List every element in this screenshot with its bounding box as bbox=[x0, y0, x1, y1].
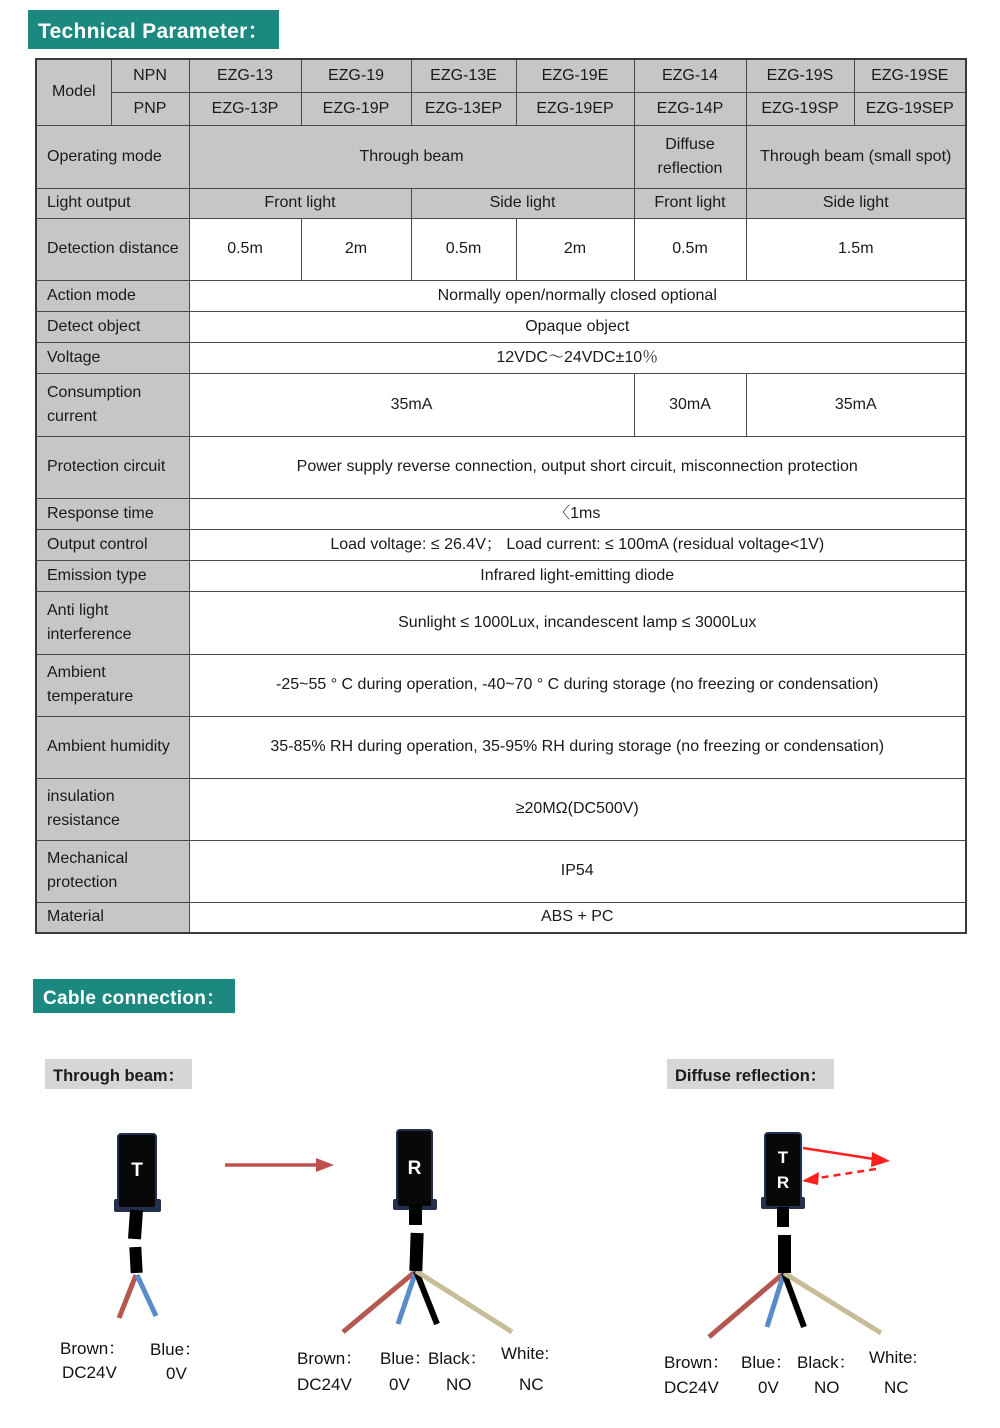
spec-value-cell: 〈1ms bbox=[189, 498, 966, 529]
model-cell: EZG-13E bbox=[411, 59, 516, 92]
model-cell: EZG-14 bbox=[634, 59, 746, 92]
spec-row-action-mode bbox=[36, 280, 966, 311]
spec-value-cell: IP54 bbox=[189, 840, 966, 902]
spec-row-ambient-temperature bbox=[36, 654, 966, 716]
cable-stub bbox=[778, 1235, 791, 1273]
spec-value-cell: ABS + PC bbox=[189, 902, 966, 933]
wire-value-brown: DC24V bbox=[297, 1375, 352, 1394]
row-label: Light output bbox=[36, 188, 189, 218]
cable-stub bbox=[409, 1204, 422, 1225]
spec-value-cell: Normally open/normally closed optional bbox=[189, 280, 966, 311]
wire-value-brown: DC24V bbox=[62, 1363, 117, 1382]
transmitter-letter: T bbox=[131, 1160, 143, 1181]
wire-value-white: NC bbox=[884, 1378, 909, 1397]
row-label: Voltage bbox=[36, 342, 189, 373]
spec-row-light-output bbox=[36, 188, 966, 218]
spec-value-cell: Diffuse reflection bbox=[634, 125, 746, 188]
spec-value-cell: Through beam (small spot) bbox=[746, 125, 966, 188]
model-cell: EZG-19 bbox=[301, 59, 411, 92]
cable-stub bbox=[129, 1247, 142, 1274]
spec-value-cell: ≥20MΩ(DC500V) bbox=[189, 778, 966, 840]
spec-value-cell: Through beam bbox=[189, 125, 634, 188]
model-cell: EZG-19SP bbox=[746, 92, 854, 125]
row-label: Detect object bbox=[36, 311, 189, 342]
model-cell: EZG-19P bbox=[301, 92, 411, 125]
spec-value-cell: 2m bbox=[301, 218, 411, 280]
model-cell: EZG-13P bbox=[189, 92, 301, 125]
npn-type-cell: NPN bbox=[111, 59, 189, 92]
spec-row-protection-circuit bbox=[36, 436, 966, 498]
row-label: Action mode bbox=[36, 280, 189, 311]
spec-value-cell: Sunlight ≤ 1000Lux, incandescent lamp ≤ 3000Lux bbox=[189, 591, 966, 654]
row-label: Operating mode bbox=[36, 125, 189, 188]
model-cell: EZG-14P bbox=[634, 92, 746, 125]
through-beam-label: Through beam： bbox=[45, 1059, 192, 1089]
wire-label-black: Black： bbox=[428, 1349, 487, 1368]
wire-value-white: NC bbox=[519, 1375, 544, 1394]
spec-value-cell: Load voltage: ≤ 26.4V； Load current: ≤ 100mA (residual voltage<1V) bbox=[189, 529, 966, 560]
model-cell: EZG-19SE bbox=[854, 59, 966, 92]
spec-row-detection-distance bbox=[36, 218, 966, 280]
wire-white bbox=[784, 1273, 881, 1333]
diffuse-sensor-letter-t: T bbox=[777, 1148, 789, 1167]
emitted-beam-arrow-head-icon bbox=[871, 1152, 890, 1167]
wire-value-blue: 0V bbox=[166, 1364, 187, 1383]
row-label: Protection circuit bbox=[36, 436, 189, 498]
row-label: Anti light interference bbox=[36, 591, 189, 654]
row-label: Ambient temperature bbox=[36, 654, 189, 716]
spec-row-anti-light bbox=[36, 591, 966, 654]
model-label-cell: Model bbox=[36, 59, 111, 125]
model-cell: EZG-13EP bbox=[411, 92, 516, 125]
model-cell: EZG-19EP bbox=[516, 92, 634, 125]
wire-value-black: NO bbox=[814, 1378, 840, 1397]
wire-label-brown: Brown： bbox=[297, 1349, 363, 1368]
pnp-type-cell: PNP bbox=[111, 92, 189, 125]
row-label: insulation resistance bbox=[36, 778, 189, 840]
wire-label-brown: Brown： bbox=[664, 1353, 730, 1372]
model-row-pnp bbox=[36, 92, 966, 125]
model-row-npn bbox=[36, 59, 966, 92]
beam-arrow-head-icon bbox=[316, 1158, 334, 1172]
spec-value-cell: 12VDC～24VDC±10％ bbox=[189, 342, 966, 373]
spec-value-cell: 35mA bbox=[746, 373, 966, 436]
spec-row-output-control bbox=[36, 529, 966, 560]
wire-label-blue: Blue： bbox=[150, 1340, 202, 1359]
cable-stub bbox=[409, 1233, 423, 1271]
row-label: Emission type bbox=[36, 560, 189, 591]
spec-value-cell: Side light bbox=[746, 188, 966, 218]
cable-stub bbox=[128, 1210, 143, 1240]
spec-value-cell: 1.5m bbox=[746, 218, 966, 280]
wire-label-blue: Blue： bbox=[380, 1349, 432, 1368]
cable-connection-diagrams bbox=[0, 1013, 1000, 1428]
row-label: Output control bbox=[36, 529, 189, 560]
spec-value-cell: -25~55 ° C during operation, -40~70 ° C during storage (no freezing or condensation) bbox=[189, 654, 966, 716]
wire-label-white: White: bbox=[501, 1344, 550, 1363]
model-cell: EZG-19E bbox=[516, 59, 634, 92]
diffuse-sensor bbox=[764, 1132, 802, 1208]
spec-value-cell: 30mA bbox=[634, 373, 746, 436]
receiver-letter: R bbox=[407, 1157, 422, 1179]
wire-value-brown: DC24V bbox=[664, 1378, 719, 1397]
receiver-sensor bbox=[396, 1129, 433, 1208]
technical-parameter-title: Technical Parameter： bbox=[28, 10, 279, 49]
row-label: Response time bbox=[36, 498, 189, 529]
transmitter-sensor bbox=[117, 1133, 157, 1209]
technical-parameter-table bbox=[35, 58, 967, 934]
model-cell: EZG-13 bbox=[189, 59, 301, 92]
spec-row-ambient-humidity bbox=[36, 716, 966, 778]
row-label: Detection distance bbox=[36, 218, 189, 280]
spec-row-mechanical-protection bbox=[36, 840, 966, 902]
spec-value-cell: Front light bbox=[634, 188, 746, 218]
wire-label-white: White: bbox=[869, 1348, 918, 1367]
reflected-beam-arrow-head-icon bbox=[802, 1172, 819, 1185]
spec-row-voltage bbox=[36, 342, 966, 373]
spec-row-detect-object bbox=[36, 311, 966, 342]
spec-value-cell: 35mA bbox=[189, 373, 634, 436]
emitted-beam-arrow bbox=[803, 1148, 874, 1159]
spec-value-cell: 0.5m bbox=[189, 218, 301, 280]
wire-label-blue: Blue： bbox=[741, 1353, 793, 1372]
wire-value-blue: 0V bbox=[389, 1375, 410, 1394]
wire-value-black: NO bbox=[446, 1375, 472, 1394]
spec-value-cell: Power supply reverse connection, output short circuit, misconnection protection bbox=[189, 436, 966, 498]
row-label: Material bbox=[36, 902, 189, 933]
spec-value-cell: 2m bbox=[516, 218, 634, 280]
spec-value-cell: 0.5m bbox=[634, 218, 746, 280]
spec-value-cell: 0.5m bbox=[411, 218, 516, 280]
spec-value-cell: 35-85% RH during operation, 35-95% RH during storage (no freezing or condensation) bbox=[189, 716, 966, 778]
cable-connection-title: Cable connection： bbox=[33, 979, 235, 1013]
spec-row-operating-mode bbox=[36, 125, 966, 188]
spec-row-emission-type bbox=[36, 560, 966, 591]
spec-value-cell: Front light bbox=[189, 188, 411, 218]
spec-row-material bbox=[36, 902, 966, 933]
reflected-beam-arrow bbox=[818, 1169, 876, 1178]
wire-value-blue: 0V bbox=[758, 1378, 779, 1397]
wire-blue bbox=[137, 1275, 156, 1316]
row-label: Mechanical protection bbox=[36, 840, 189, 902]
diffuse-reflection-label: Diffuse reflection： bbox=[667, 1059, 834, 1089]
model-cell: EZG-19SEP bbox=[854, 92, 966, 125]
spec-value-cell: Opaque object bbox=[189, 311, 966, 342]
wire-label-black: Black： bbox=[797, 1353, 856, 1372]
row-label: Consumption current bbox=[36, 373, 189, 436]
spec-value-cell: Infrared light-emitting diode bbox=[189, 560, 966, 591]
spec-row-consumption-current bbox=[36, 373, 966, 436]
model-cell: EZG-19S bbox=[746, 59, 854, 92]
spec-row-insulation-resistance bbox=[36, 778, 966, 840]
wire-label-brown: Brown： bbox=[60, 1339, 126, 1358]
row-label: Ambient humidity bbox=[36, 716, 189, 778]
spec-row-response-time bbox=[36, 498, 966, 529]
wire-brown bbox=[119, 1275, 136, 1318]
spec-value-cell: Side light bbox=[411, 188, 634, 218]
diffuse-sensor-letter-r: R bbox=[776, 1173, 790, 1192]
cable-stub bbox=[777, 1207, 789, 1227]
